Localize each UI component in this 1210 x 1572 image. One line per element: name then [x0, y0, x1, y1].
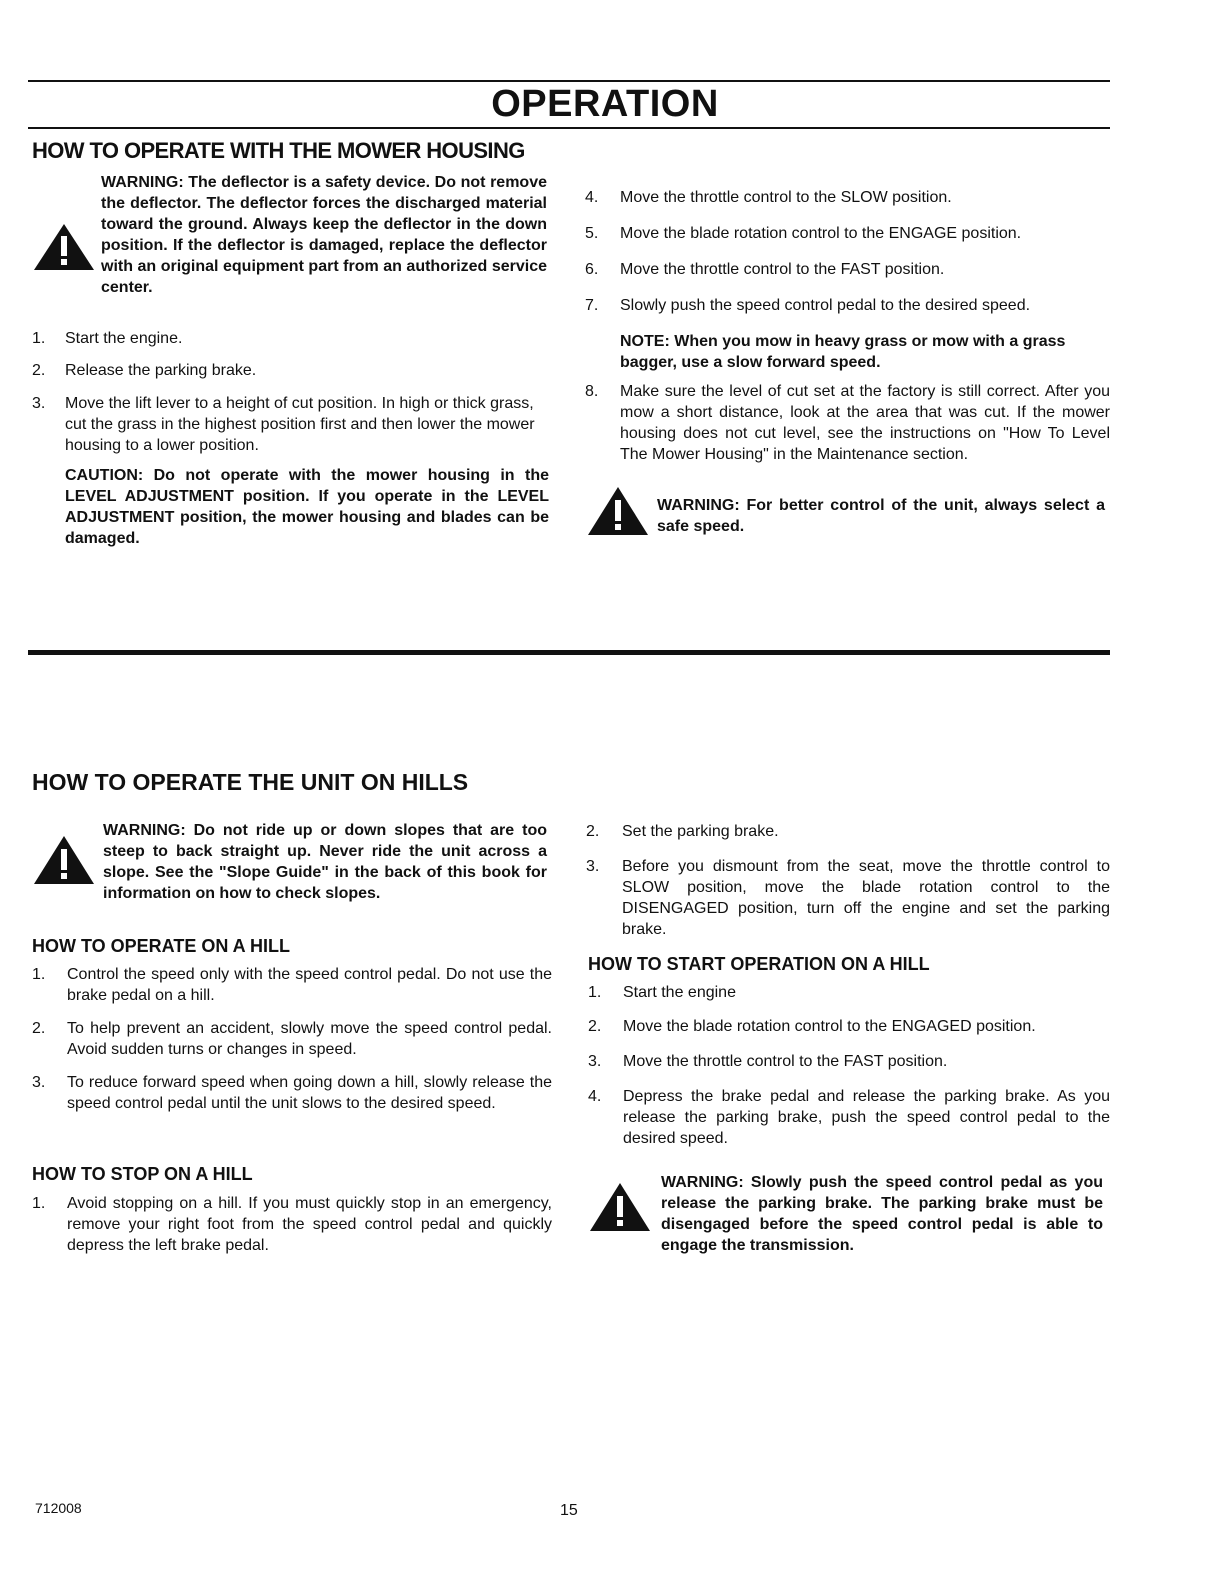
step-number: 6. [585, 261, 599, 278]
step-number: 1. [32, 330, 46, 347]
document-number: 712008 [35, 1500, 82, 1516]
step-number: 3. [586, 858, 600, 875]
deflector-warning: WARNING: The deflector is a safety device. Do not remove the deflector. The deflector forces the discharged material toward the ground. Always keep the deflector in the down position. If the deflector is damaged, replace the deflector with an original equipment part from an authorized service center. [101, 174, 547, 296]
start-on-hill-heading: HOW TO START OPERATION ON A HILL [588, 954, 930, 974]
warning-triangle-icon [588, 1181, 652, 1233]
step-text: Move the blade rotation control to the ENGAGED position. [623, 1018, 1036, 1035]
step-text: Start the engine. [65, 330, 183, 347]
step-text: Move the throttle control to the FAST position. [623, 1053, 948, 1070]
heavy-grass-note: NOTE: When you mow in heavy grass or mow with a grass bagger, use a slow forward speed. [620, 333, 1066, 371]
warning-triangle-icon [586, 485, 650, 537]
safe-speed-warning: WARNING: For better control of the unit, always select a safe speed. [657, 497, 1105, 535]
step-number: 2. [32, 362, 46, 379]
step-number: 1. [32, 966, 46, 983]
step-text: Set the parking brake. [622, 823, 779, 840]
step-number: 2. [32, 1020, 46, 1037]
step-number: 2. [586, 823, 600, 840]
step-text: To reduce forward speed when going down a hill, slowly release the speed control pedal until the unit slows to the desired speed. [67, 1074, 552, 1112]
step-number: 2. [588, 1018, 602, 1035]
step-text: Avoid stopping on a hill. If you must quickly stop in an emergency, remove your right foot from the speed control pedal and quickly depress the left brake pedal. [67, 1195, 552, 1254]
stop-on-hill-heading: HOW TO STOP ON A HILL [32, 1164, 253, 1184]
hills-section-heading: HOW TO OPERATE THE UNIT ON HILLS [32, 769, 469, 795]
step-text: Move the blade rotation control to the ENGAGE position. [620, 225, 1022, 242]
step-text: Slowly push the speed control pedal to the desired speed. [620, 297, 1031, 314]
step-text: Release the parking brake. [65, 362, 257, 379]
step-text: Before you dismount from the seat, move the throttle control to SLOW position, move the blade rotation control to the DISENGAGED position, turn off the engine and set the parking brake. [622, 858, 1110, 938]
step-number: 5. [585, 225, 599, 242]
page-title: OPERATION [491, 83, 719, 125]
step-text: Move the throttle control to the FAST position. [620, 261, 945, 278]
step-number: 3. [32, 1074, 46, 1091]
slope-warning: WARNING: Do not ride up or down slopes that are too steep to back straight up. Never ride the unit across a slope. See the "Slope Guide" in the back of this book for information on how to check slopes. [103, 822, 547, 902]
operate-on-hill-heading: HOW TO OPERATE ON A HILL [32, 936, 290, 956]
parking-brake-warning: WARNING: Slowly push the speed control pedal as you release the parking brake. The parking brake must be disengaged before the speed control pedal is able to engage the transmission. [661, 1174, 1103, 1254]
title-underline [28, 127, 1110, 129]
step-number: 1. [32, 1195, 46, 1212]
step-text: To help prevent an accident, slowly move the speed control pedal. Avoid sudden turns or changes in speed. [67, 1020, 552, 1058]
step-text: Control the speed only with the speed control pedal. Do not use the brake pedal on a hill. [67, 966, 552, 1004]
step-number: 3. [32, 395, 46, 412]
mower-section-heading: HOW TO OPERATE WITH THE MOWER HOUSING [32, 138, 525, 163]
step-number: 8. [585, 383, 599, 400]
step-text: Depress the brake pedal and release the parking brake. As you release the parking brake, push the speed control pedal to the desired speed. [623, 1088, 1110, 1147]
step-number: 3. [588, 1053, 602, 1070]
step-number: 7. [585, 297, 599, 314]
step-number: 4. [585, 189, 599, 206]
page-number: 15 [560, 1502, 578, 1519]
warning-triangle-icon [32, 834, 96, 886]
step-text: Move the lift lever to a height of cut position. In high or thick grass, cut the grass in the highest position first and then lower the mower housing to a lower position. [65, 395, 535, 454]
step-text: Make sure the level of cut set at the factory is still correct. After you mow a short distance, look at the area that was cut. If the mower housing does not cut level, see the instructions on "How To Level The Mower Housing" in the Maintenance section. [620, 383, 1110, 463]
level-adjustment-caution: CAUTION: Do not operate with the mower housing in the LEVEL ADJUSTMENT position. If you operate in the LEVEL ADJUSTMENT position, the mower housing and blades can be damaged. [65, 467, 549, 547]
section-divider [28, 650, 1110, 655]
step-text: Move the throttle control to the SLOW position. [620, 189, 952, 206]
step-text: Start the engine [623, 984, 736, 1001]
step-number: 1. [588, 984, 602, 1001]
warning-triangle-icon [32, 222, 96, 272]
step-number: 4. [588, 1088, 602, 1105]
